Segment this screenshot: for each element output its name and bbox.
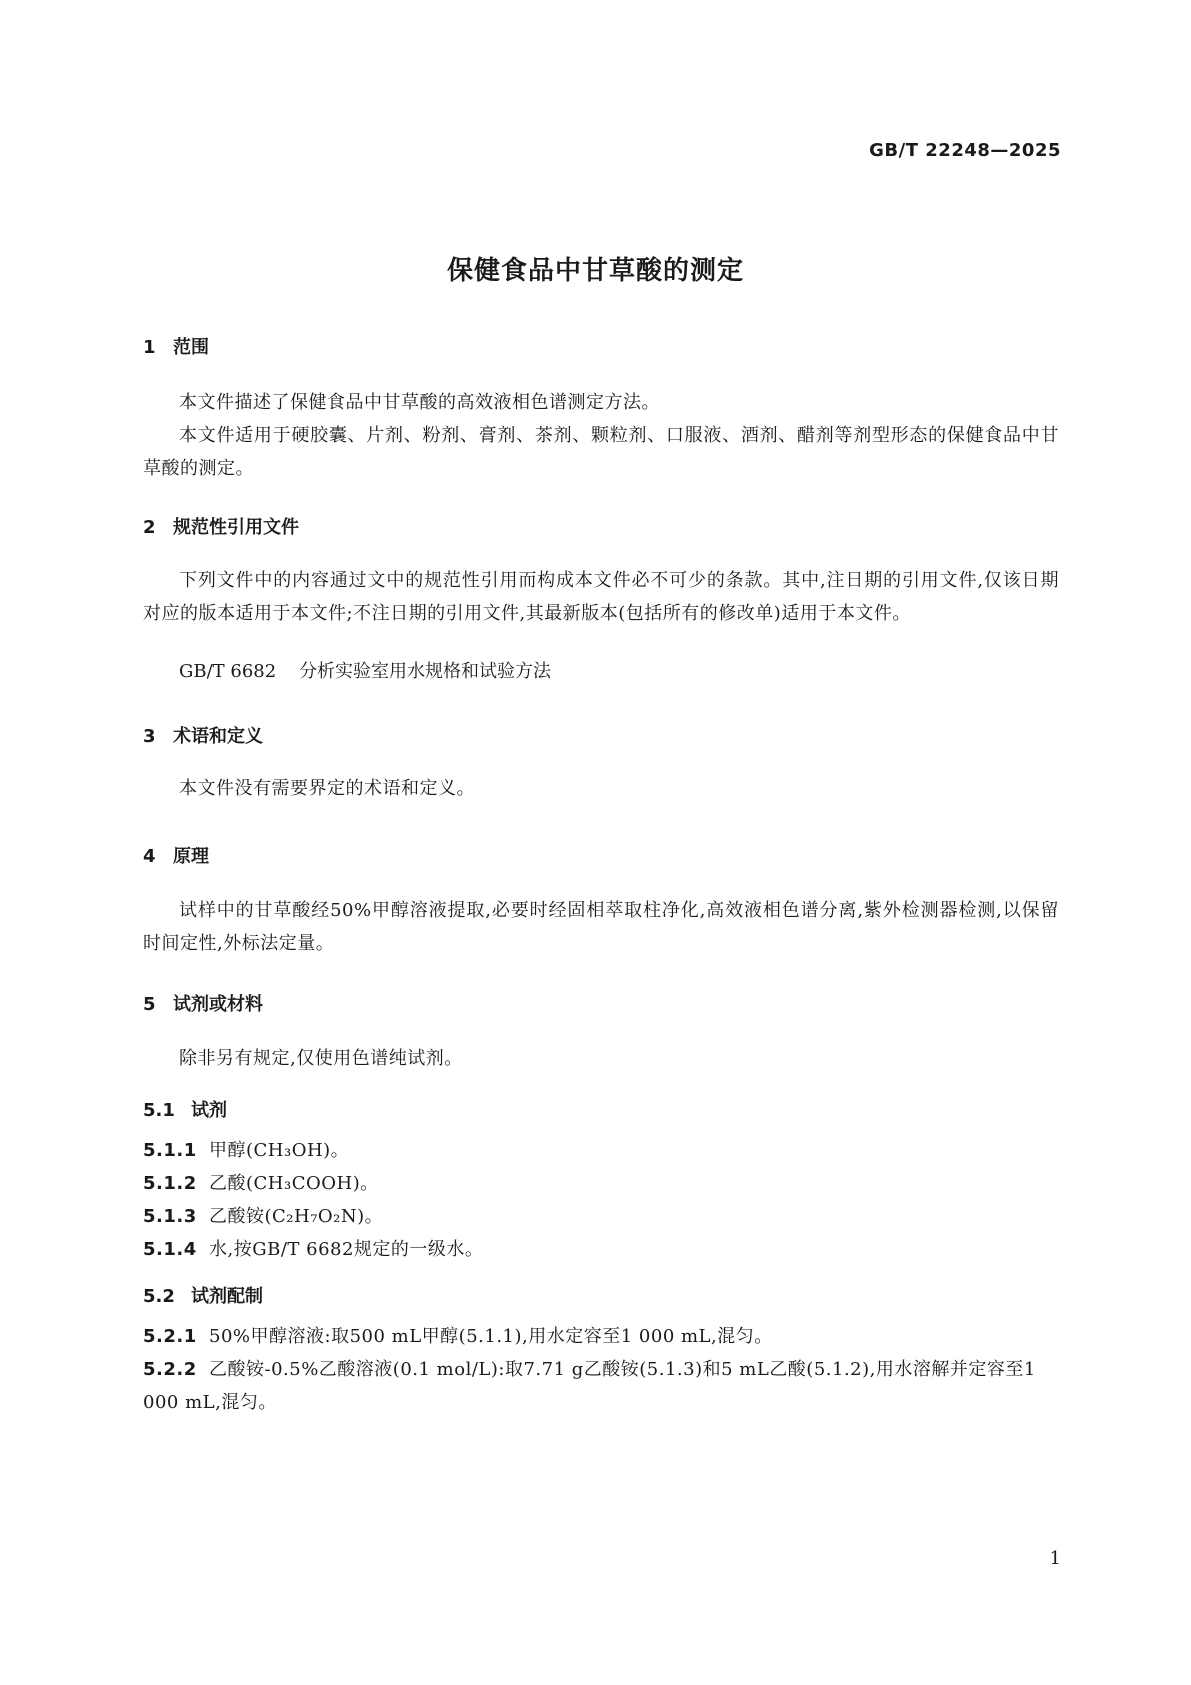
list-item xyxy=(143,1353,1059,1419)
subsection-heading-reagent-preparation xyxy=(143,1282,263,1308)
reference-title: 分析实验室用水规格和试验方法 xyxy=(299,661,551,682)
list-item xyxy=(143,1320,1059,1353)
section-number: 3 xyxy=(143,726,156,747)
terms-paragraph: 本文件没有需要界定的术语和定义。 xyxy=(179,778,475,799)
section-heading-scope xyxy=(143,333,209,359)
subsection-number: 5.1 xyxy=(143,1100,175,1121)
section-number: 1 xyxy=(143,337,156,358)
document-title: 保健食品中甘草酸的测定 xyxy=(446,256,744,286)
section-heading-normative-references xyxy=(143,513,299,539)
item-text: 水,按GB/T 6682规定的一级水。 xyxy=(209,1239,484,1260)
list-item xyxy=(143,1233,1059,1266)
reference-entry xyxy=(179,655,551,688)
item-text: 甲醇(CH₃OH)。 xyxy=(209,1140,350,1161)
subsection-heading-reagents xyxy=(143,1096,227,1122)
subsection-number: 5.2 xyxy=(143,1286,175,1307)
principle-paragraph: 试样中的甘草酸经50%甲醇溶液提取,必要时经固相萃取柱净化,高效液相色谱分离,紫外检测器检测,以保留时间定性,外标法定量。 xyxy=(143,900,1059,954)
list-item xyxy=(143,1134,1059,1167)
subsection-title: 试剂 xyxy=(191,1100,227,1121)
reagents-paragraph: 除非另有规定,仅使用色谱纯试剂。 xyxy=(179,1048,463,1069)
item-text: 乙酸铵-0.5%乙酸溶液(0.1 mol/L):取7.71 g乙酸铵(5.1.3)和5 mL乙酸(5.1.2),用水溶解并定容至1 000 mL,混匀。 xyxy=(143,1359,1036,1413)
section-heading-reagents xyxy=(143,990,263,1016)
section-title: 范围 xyxy=(173,337,209,358)
section-title: 规范性引用文件 xyxy=(173,517,299,538)
item-text: 乙酸铵(C₂H₇O₂N)。 xyxy=(209,1206,384,1227)
scope-paragraph-2: 本文件适用于硬胶囊、片剂、粉剂、膏剂、茶剂、颗粒剂、口服液、酒剂、醋剂等剂型形态的保健食品中甘草酸的测定。 xyxy=(143,425,1059,479)
references-paragraph: 下列文件中的内容通过文中的规范性引用而构成本文件必不可少的条款。其中,注日期的引用文件,仅该日期对应的版本适用于本文件;不注日期的引用文件,其最新版本(包括所有的修改单)适用于本文件。 xyxy=(143,570,1059,624)
item-number: 5.1.1 xyxy=(143,1140,197,1161)
item-number: 5.2.1 xyxy=(143,1326,197,1347)
scope-paragraph-1: 本文件描述了保健食品中甘草酸的高效液相色谱测定方法。 xyxy=(179,392,660,413)
page-number: 1 xyxy=(1049,1548,1061,1569)
list-item xyxy=(143,1200,1059,1233)
section-title: 术语和定义 xyxy=(173,726,263,747)
section-title: 原理 xyxy=(173,846,209,867)
section-heading-principle xyxy=(143,842,209,868)
list-item xyxy=(143,1167,1059,1200)
standard-code: GB/T 22248—2025 xyxy=(869,140,1061,161)
section-title: 试剂或材料 xyxy=(173,994,263,1015)
subsection-title: 试剂配制 xyxy=(191,1286,263,1307)
item-text: 乙酸(CH₃COOH)。 xyxy=(209,1173,379,1194)
item-number: 5.1.4 xyxy=(143,1239,197,1260)
item-text: 50%甲醇溶液:取500 mL甲醇(5.1.1),用水定容至1 000 mL,混匀。 xyxy=(209,1326,773,1347)
section-number: 4 xyxy=(143,846,156,867)
reference-code: GB/T 6682 xyxy=(179,661,277,682)
section-number: 5 xyxy=(143,994,156,1015)
item-number: 5.2.2 xyxy=(143,1359,197,1380)
section-heading-terms xyxy=(143,722,263,748)
item-number: 5.1.3 xyxy=(143,1206,197,1227)
item-number: 5.1.2 xyxy=(143,1173,197,1194)
section-number: 2 xyxy=(143,517,156,538)
